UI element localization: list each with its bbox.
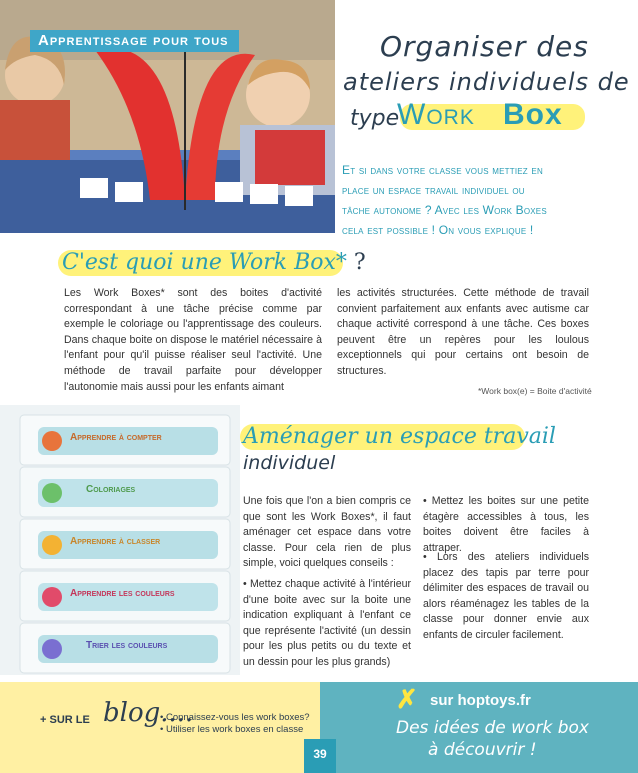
footer-plus-label: + SUR LE — [40, 714, 90, 726]
section1-heading-question: ? — [353, 250, 366, 275]
title-work: Work — [397, 98, 475, 131]
section1-col1: Les Work Boxes* sont des boites d'activité correspondant à une tâche précise comme par exemple le coloriage ou l'apprentissage des couleurs. Dans chaque boite on dispose le matériel nécessaire à l'enfant pour qu'il puisse réaliser seul l'activité. Une méthode de travail parfaite pour développer l'autonomie mais aussi pour les enfants aimant — [64, 287, 322, 393]
box-label-2: Coloriages — [86, 484, 136, 495]
footer-bullet-1[interactable]: • Connaissez-vous les work boxes? — [160, 712, 310, 723]
section1-heading-text: C'est quoi une Work Box* — [62, 250, 354, 275]
box-label-1: Apprendre à compter — [70, 432, 162, 443]
section2-heading-l2: individuel — [243, 452, 336, 474]
intro-line-1: Et si dans votre classe vous mettiez en — [342, 163, 543, 177]
box-label-5: Trier les couleurs — [86, 640, 168, 651]
section-tag: Apprentissage pour tous — [30, 30, 239, 52]
title-type: type — [350, 106, 400, 131]
title-box: Box — [503, 98, 563, 131]
box-label-4: Apprendre les couleurs — [70, 588, 175, 599]
footer-site-link[interactable]: sur hoptoys.fr — [430, 692, 531, 709]
title-line-2: ateliers individuels de — [343, 68, 630, 96]
section2-col1b: • Mettez chaque activité à l'intérieur d'une boite avec sur la boite une indication expliquant à l'enfant ce que représente l'activité (un dessin pour les plus petits ou du texte et un dessin pour les plus grands) — [243, 578, 411, 668]
page-number: 39 — [304, 739, 336, 773]
intro-text — [342, 160, 604, 240]
plus-icon: ✗ — [396, 684, 418, 714]
footer-tagline-1: Des idées de work box — [396, 718, 589, 738]
intro-line-3: tâche autonome ? Avec les Work Boxes — [342, 203, 547, 217]
footnote: *Work box(e) = Boite d'activité — [478, 386, 592, 396]
section2-heading-l1: Aménager un espace travail — [243, 424, 556, 449]
footer-bullet-2[interactable]: • Utiliser les work boxes en classe — [160, 724, 304, 735]
section2-col2a: • Mettez les boites sur une petite étagère accessibles à tous, les boites doivent être faciles à attraper. — [423, 495, 589, 554]
box-label-3: Apprendre à classer — [70, 536, 161, 547]
section2-col1a: Une fois que l'on a bien compris ce que sont les Work Boxes*, il faut aménager cet espace dans votre classe. Pour cela rien de plus simple, voici quelques conseils : — [243, 495, 411, 570]
intro-line-2: place un espace travail individuel ou — [342, 183, 525, 197]
footer-blog-label[interactable]: blog.... — [103, 698, 194, 728]
section1-col2: les activités structurées. Cette méthode de travail convient parfaitement aux enfants avec autisme car chaque activité correspond à une tâche. Ces boxes peuvent être un repères pour les loulous exceptionnels qui pour certains ont besoin de structures. — [337, 287, 589, 377]
section1-heading — [62, 250, 366, 275]
footer-tagline-2: à découvrir ! — [428, 740, 537, 760]
intro-line-4: cela est possible ! On vous explique ! — [342, 223, 534, 237]
title-line-1: Organiser des — [380, 30, 589, 63]
section2-col2b: • Lors des ateliers individuels placez des tapis par terre pour délimiter des espaces de travail ou alors réaménagez les tables de la classe pour donner envie aux enfants de circuler facilement. — [423, 551, 589, 641]
